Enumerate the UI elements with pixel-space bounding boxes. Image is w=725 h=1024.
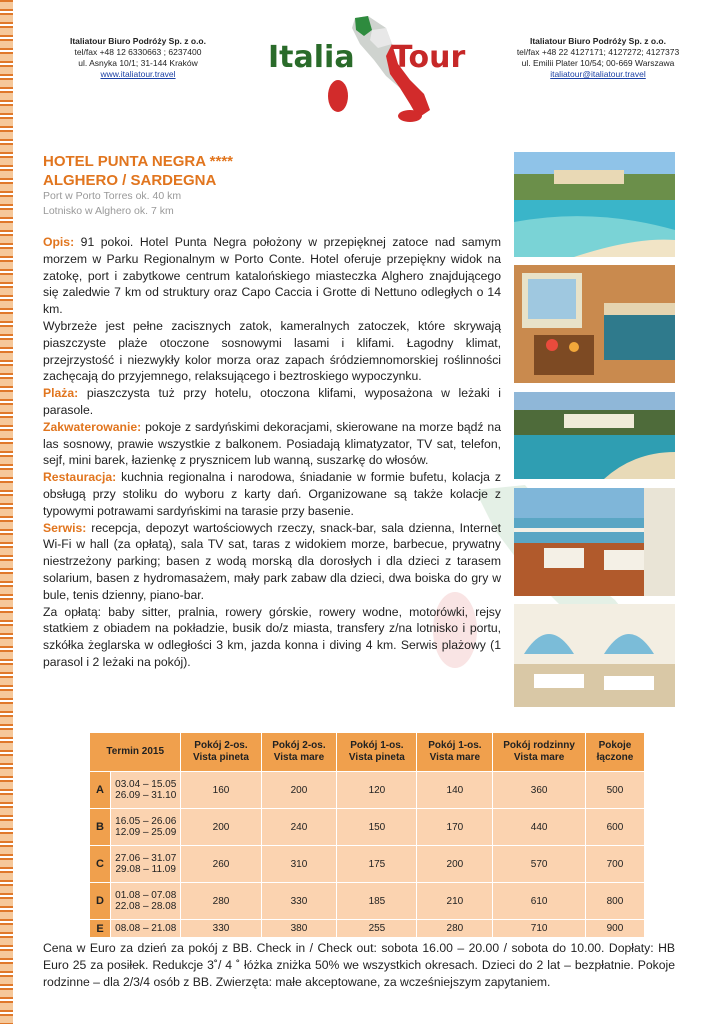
date-range: 16.05 – 26.06 [115, 816, 177, 827]
company-name: Italiatour Biuro Podróży Sp. z o.o. [529, 36, 666, 46]
decorative-border [0, 0, 13, 1024]
paid-services-paragraph: Za opłatą: baby sitter, pralnia, rowery górskie, rowery wodne, motorówki, rejsy statkiem z obiadem na pokładzie, busik do/z miasta, transfery z/na lotnisko i portu, szkółka żeglarska w odległości 3 km, jazda konna i diving 4 km. Serwis plażowy (1 parasol i 2 leżaki na pokój). [43, 604, 501, 669]
beach-text: piaszczysta tuż przy hotelu, otoczona klifami, wyposażona w leżaki i parasole. [43, 386, 501, 417]
hotel-location: ALGHERO / SARDEGNA [43, 172, 217, 189]
price-cell: 240 [261, 809, 337, 846]
price-cell: 600 [585, 809, 644, 846]
airport-distance: Lotnisko w Alghero ok. 7 km [43, 205, 174, 217]
price-cell: 185 [337, 883, 417, 920]
logo-word-tour: Tour [392, 40, 466, 75]
price-cell: 310 [261, 846, 337, 883]
date-range: 27.06 – 31.07 [115, 853, 177, 864]
company-name: Italiatour Biuro Podróży Sp. z o.o. [69, 36, 206, 46]
header-right-contact [508, 36, 688, 80]
price-cell: 200 [261, 772, 337, 809]
terrace-photo [514, 488, 675, 596]
table-row [90, 883, 645, 920]
season-label: A [90, 772, 111, 809]
price-cell: 175 [337, 846, 417, 883]
price-cell: 120 [337, 772, 417, 809]
email-link[interactable]: italiatour@italiatour.travel [550, 69, 646, 79]
address-text: ul. Emilii Plater 10/54; 00-669 Warszawa [521, 58, 675, 68]
price-cell: 570 [493, 846, 586, 883]
header-col: Pokój 1-os. Vista pineta [337, 733, 417, 772]
price-cell: 330 [261, 883, 337, 920]
season-dates [111, 883, 181, 920]
table-row [90, 920, 645, 938]
date-range: 01.08 – 07.08 [115, 890, 177, 901]
header-col: Pokój rodzinny Vista mare [493, 733, 586, 772]
price-cell: 330 [181, 920, 261, 938]
header-col: Pokój 2-os. Vista pineta [181, 733, 261, 772]
price-cell: 210 [417, 883, 493, 920]
phone-text: tel/fax +48 22 4127171; 4127272; 4127373 [516, 47, 680, 57]
port-distance: Port w Porto Torres ok. 40 km [43, 190, 182, 202]
date-range: 12.09 – 25.09 [115, 827, 177, 838]
header-col: Pokój 2-os. Vista mare [261, 733, 337, 772]
restaurant-paragraph [43, 469, 501, 519]
room-photo [514, 265, 675, 383]
address-text: ul. Asnyka 10/1; 31-144 Kraków [78, 58, 198, 68]
header-col: Pokój 1-os. Vista mare [417, 733, 493, 772]
rooms-paragraph [43, 419, 501, 469]
price-table [89, 732, 645, 938]
opis-label: Opis: [43, 235, 75, 249]
price-cell: 710 [493, 920, 586, 938]
price-cell: 280 [417, 920, 493, 938]
price-cell: 380 [261, 920, 337, 938]
date-range: 26.09 – 31.10 [115, 790, 177, 801]
price-table-header [90, 733, 645, 772]
price-cell: 440 [493, 809, 586, 846]
header-left-contact [58, 36, 218, 80]
table-row [90, 809, 645, 846]
price-cell: 200 [417, 846, 493, 883]
services-paragraph [43, 520, 501, 604]
header-col: Pokoje łączone [585, 733, 644, 772]
date-range: 08.08 – 21.08 [115, 923, 177, 934]
logo-word-italia: Italia [268, 40, 355, 75]
beach-photo [514, 152, 675, 257]
season-dates [111, 772, 181, 809]
price-cell: 160 [181, 772, 261, 809]
season-label: E [90, 920, 111, 938]
season-label: D [90, 883, 111, 920]
season-dates [111, 846, 181, 883]
table-row [90, 772, 645, 809]
price-cell: 255 [337, 920, 417, 938]
price-cell: 280 [181, 883, 261, 920]
opis-text: 91 pokoi. Hotel Punta Negra położony w przepięknej zatoce nad samym morzem w Parku Regionalnym w Porto Conte. Hotel oferuje przepiękny widok na zatokę, port i zabytkowe centrum katalońskiego miasteczka Alghero znajdującego się zaledwie 7 km od struktury oraz Capo Caccia i Grotte di Nettuno odległych o 14 km. [43, 235, 501, 317]
rooms-label: Zakwaterowanie: [43, 419, 142, 434]
beach-paragraph [43, 385, 501, 419]
restaurant-label: Restauracja: [43, 470, 117, 485]
season-label: B [90, 809, 111, 846]
price-cell: 200 [181, 809, 261, 846]
restaurant-photo [514, 604, 675, 707]
hotel-description [43, 234, 501, 671]
price-cell: 800 [585, 883, 644, 920]
hotel-title [43, 152, 233, 190]
price-cell: 150 [337, 809, 417, 846]
coast-photo [514, 392, 675, 479]
season-label: C [90, 846, 111, 883]
beach-label: Plaża: [43, 386, 79, 401]
services-text: recepcja, depozyt wartościowych rzeczy, snack-bar, sala dzienna, Internet Wi-Fi w hall (za opłatą), sala TV sat, taras z widokiem morze, barbecue, prywatny niestrzeżony parking; basen z wodą morską dla dorosłych i dla dzieci z tarasem solarium, basen z hydromasażem, mały park zabaw dla dzieci, dwa boiska do gry w bule, tenis dzienny, piano-bar. [43, 520, 501, 602]
restaurant-text: kuchnia regionalna i narodowa, śniadanie w formie bufetu, kolacja z obsługą przy stoliku do wyboru z karty dań. Organizowane są także kolacje z typowymi potrawami sardyńskimi na tarasie przy basenie. [43, 470, 501, 518]
price-cell: 500 [585, 772, 644, 809]
price-cell: 260 [181, 846, 261, 883]
date-range: 03.04 – 15.05 [115, 779, 177, 790]
pricing-notes: Cena w Euro za dzień za pokój z BB. Check in / Check out: sobota 16.00 – 20.00 / sobota do 10.00. Dopłaty: HB Euro 25 za posiłek. Redukcje 3˚/ 4 ˚ łóżka zniżka 50% we wszystkich okresach. Dzieci do 2 lat – bezpłatnie. Pokoje rodzinne – dla 2/3/4 osób z BB. Zwierzęta: małe akceptowane, za wcześniejszym zapytaniem. [43, 941, 675, 989]
rooms-text: pokoje z sardyńskimi dekoracjami, skierowane na morze bądź na las sosnowy, prawie wszystkie z balkonem. Posiadają klimatyzator, TV sat, telefon, sejf, mini barek, łazienkę z prysznicem lub wanną, suszarkę do włosów. [43, 419, 501, 468]
price-cell: 900 [585, 920, 644, 938]
price-cell: 610 [493, 883, 586, 920]
season-dates [111, 920, 181, 938]
services-label: Serwis: [43, 520, 87, 535]
phone-text: tel/fax +48 12 6330663 ; 6237400 [74, 47, 202, 57]
table-row [90, 846, 645, 883]
season-dates [111, 809, 181, 846]
header-term: Termin 2015 [90, 733, 181, 772]
italiatour-logo [260, 14, 470, 126]
coast-paragraph: Wybrzeże jest pełne zacisznych zatok, kameralnych zatoczek, które skrywają piaszczyste plaże otoczone sosnowymi lasami i klifami. Łagodny klimat, przejrzystość i niezwykły kolor morza oraz zapach śródziemnomorskiej roślinności zachęcają do przyjemnego, relaksującego i beztroskiego wypoczynku. [43, 318, 501, 384]
opis-paragraph [43, 234, 501, 318]
price-cell: 140 [417, 772, 493, 809]
website-link[interactable]: www.italiatour.travel [100, 69, 176, 79]
price-cell: 700 [585, 846, 644, 883]
date-range: 29.08 – 11.09 [115, 864, 176, 875]
price-cell: 360 [493, 772, 586, 809]
date-range: 22.08 – 28.08 [115, 901, 177, 912]
hotel-name: HOTEL PUNTA NEGRA **** [43, 153, 234, 170]
price-cell: 170 [417, 809, 493, 846]
